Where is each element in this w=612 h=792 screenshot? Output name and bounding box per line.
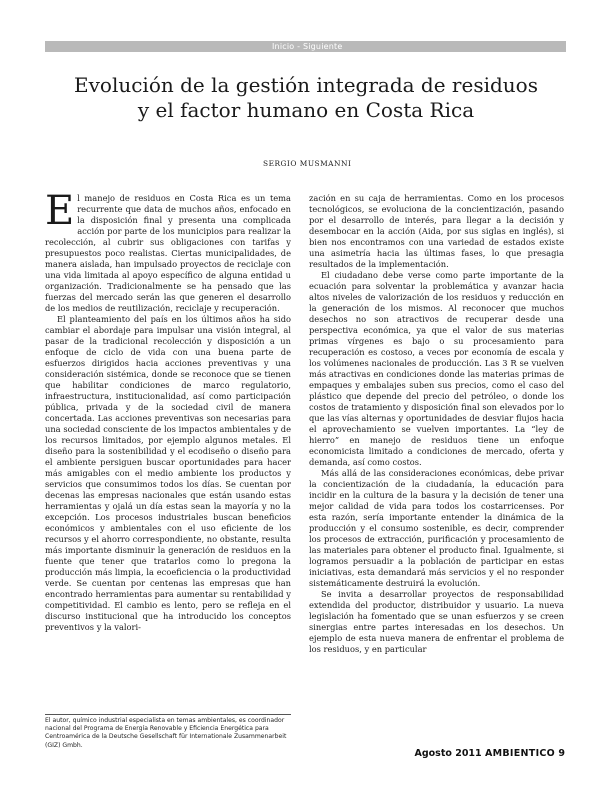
magazine-logo: AMBIENTICO: [484, 748, 556, 759]
page-number: 9: [558, 748, 565, 759]
paragraph-6: Se invita a desarrollar proyectos de responsabilidad extendida del productor, distribuidor y usuario. La nueva legislación ha fomentado que se unan esfuerzos y se creen sinergias entre partes interesadas en los desechos. Un ejemplo de esta nueva manera de enfrentar el problema de los residuos, y en particular: [309, 589, 564, 654]
page-footer: [415, 748, 566, 759]
paragraph-5: Más allá de las consideraciones económicas, debe privar la concientización de la ciudadanía, la educación para incidir en la cultura de la basura y la decisión de tener una mejor calidad de vida para todos los costarricenses. Por esta razón, sería importante entender la dinámica de la producción y el consumo sostenible, es decir, comprender los procesos de extracción, purificación y procesamiento de las materiales para obtener el producto final. Igualmente, si logramos persuadir a la población de participar en estas iniciativas, esta demandará más servicios y el no responder sistemáticamente destruirá la evolución.: [309, 468, 564, 588]
paragraph-3: zación en su caja de herramientas. Como en los procesos tecnológicos, se evoluciona de la concientización, pasando por el desarrollo de interés, para llegar a la decisión y desembocar en la acción (Aida, por sus siglas en inglés), si bien nos encontramos con una variedad de estados existe una asimetría hacia las últimas fases, lo que presagia resultados de la implementación.: [309, 193, 564, 269]
article-title: [60, 73, 552, 123]
author-name: SERGIO MUSMANNI: [263, 159, 352, 168]
title-line-1: Evolución de la gestión integrada de residuos: [74, 73, 538, 97]
paragraph-2: El planteamiento del país en los últimos años ha sido cambiar el abordaje para impulsar una visión integral, al pasar de la tradicional recolección y disposición a un enfoque de ciclo de vida con una buena parte de esfuerzos dirigidos hacia acciones preventivas y una consideración sistémica, donde se reconoce que se tienen que habilitar condiciones de marco regulatorio, infraestructura, institucionalidad, así como participación pública, privada y de la sociedad civil de manera concertada. Las acciones preventivas son necesarias para una sociedad consciente de los impactos ambientales y de los recursos limitados, por ejemplo algunos metales. El diseño para la sostenibilidad y el ecodiseño o diseño para el ambiente persiguen buscar oportunidades para hacer más amigables con el medio ambiente los productos y servicios que consumimos todos los días. Se cuentan por decenas las empresas nacionales que están usando estas herramientas y ojalá un día estas sean la mayoría y no la excepción. Los procesos industriales buscan beneficios económicos y ambientales con el uso eficiente de los recursos y el ahorro correspondiente, no obstante, resulta más importante disminuir la generación de residuos en la fuente que tener que tratarlos como lo pregona la producción más limpia, la ecoeficiencia o la productividad verde. Se cuentan por centenas las empresas que han encontrado herramientas para aumentar su rentabilidad y competitividad. El cambio es lento, pero se refleja en el discurso institucional que ha introducido los conceptos preventivos y la valori-: [45, 314, 291, 632]
footnote-divider: [45, 714, 291, 715]
paragraph-1-text: l manejo de residuos en Costa Rica es un tema recurrente que data de muchos años, enfocado en la disposición final y presenta una complicada acción por parte de los municipios para realizar la recolección, al cubrir sus obligaciones con tarifas y presupuestos poco realistas. Ciertas municipalidades, de manera aislada, han impulsado proyectos de reciclaje con una vida limitada al apoyo específico de alguna entidad u organización. Tradicionalmente se ha pensado que las fuerzas del mercado serán las que generen el desarrollo de los medios de reutilización, reciclaje y recuperación.: [45, 193, 291, 313]
left-column: [45, 188, 291, 633]
drop-cap: E: [45, 188, 75, 234]
footer-date: Agosto 2011: [414, 748, 482, 759]
paragraph-1: [45, 188, 291, 314]
right-column: [309, 193, 564, 655]
author-footnote: El autor, químico industrial especialista en temas ambientales, es coordinador nacional del Programa de Energía Renovable y Eficiencia Energética para Centroamérica de la Deutsche Gesellschaft für Internationale Zusammenarbeit (GIZ) Gmbh.: [45, 717, 287, 749]
paragraph-4: El ciudadano debe verse como parte importante de la ecuación para solventar la problemática y avanzar hacia altos niveles de valorización de los residuos y reducción en la generación de los mismos. Al reconocer que muchos desechos no son atractivos de recuperar desde una perspectiva económica, ya que el valor de sus materias primas vírgenes es bajo o su procesamiento para recuperación es costoso, a veces por economía de escala y los volúmenes nacionales de producción. Las 3 R se vuelven más atractivas en condiciones donde las materias primas de empaques y embalajes suben sus precios, como el caso del plástico que depende del precio del petróleo, o donde los costos de tratamiento y disposición final son elevados por lo que las vías alternas y oportunidades de desviar flujos hacia el aprovechamiento se vuelven importantes. La “ley de hierro” en manejo de residuos tiene un enfoque economicista limitado a condiciones de mercado, oferta y demanda, así como costos.: [309, 270, 564, 467]
nav-link-inicio-siguiente[interactable]: Inicio - Siguiente: [272, 42, 343, 51]
title-line-2: y el factor humano en Costa Rica: [137, 98, 475, 122]
